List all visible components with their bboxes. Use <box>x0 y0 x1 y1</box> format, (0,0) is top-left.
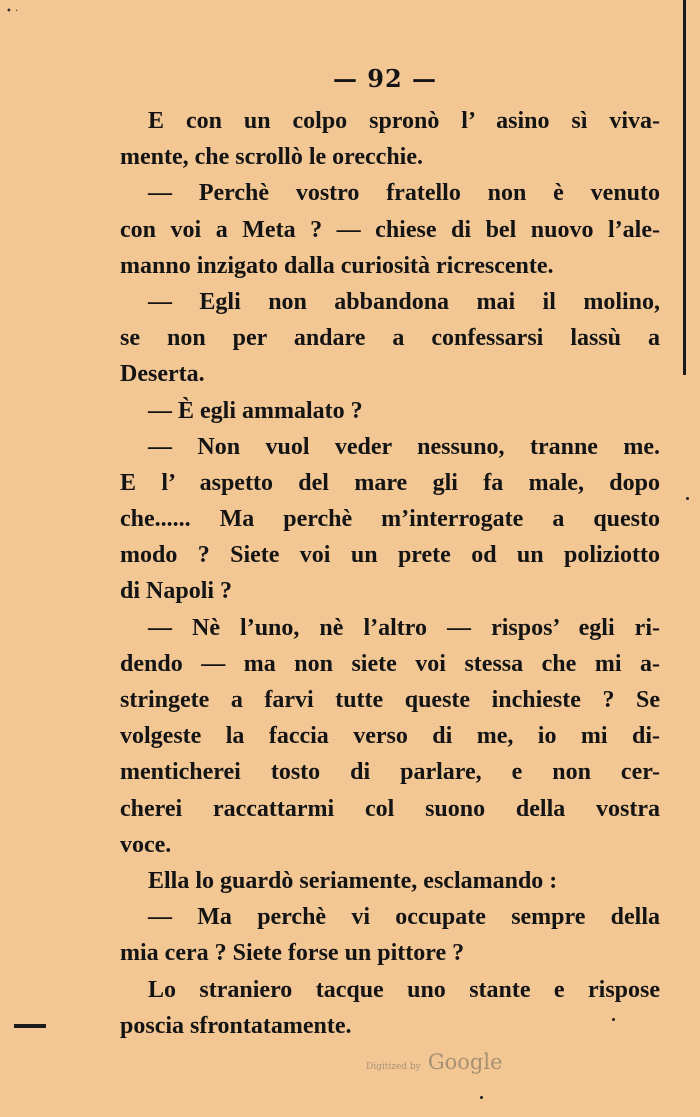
text-line: con voi a Meta ? — chiese di bel nuovo l’ale- <box>120 216 660 243</box>
text-line: mente, che scrollò le orecchie. <box>120 144 423 171</box>
speck <box>686 497 689 500</box>
corner-mark: • · <box>6 6 19 17</box>
text-line: mia cera ? Siete forse un pittore ? <box>120 940 465 967</box>
text-line: — Nè l’uno, nè l’altro — rispos’ egli ri- <box>148 614 660 641</box>
google-logo: Google <box>427 1050 503 1074</box>
text-line: E l’ aspetto del mare gli fa male, dopo <box>120 469 660 496</box>
text-line: Deserta. <box>120 361 205 388</box>
text-line: di Napoli ? <box>120 578 233 605</box>
text-line: se non per andare a confessarsi lassù a <box>120 325 660 352</box>
speck <box>612 1018 615 1021</box>
body-text <box>120 103 660 1044</box>
text-line: volgeste la faccia verso di me, io mi di- <box>120 723 660 750</box>
text-line: Lo straniero tacque uno stante e rispose <box>148 976 660 1003</box>
text-line: modo ? Siete voi un prete od un poliziotto <box>120 542 660 569</box>
text-line: — Ma perchè vi occupate sempre della <box>148 904 660 931</box>
text-line: stringete a farvi tutte queste inchieste ? Se <box>120 687 660 713</box>
text-line: E con un colpo spronò l’ asino sì viva- <box>148 108 660 134</box>
margin-dash <box>14 1024 46 1028</box>
text-line: — Perchè vostro fratello non è venuto <box>148 180 660 207</box>
page-number: — 92 — <box>332 64 438 93</box>
text-line: — Non vuol veder nessuno, tranne me. <box>148 433 660 460</box>
page-edge-line <box>683 0 686 375</box>
text-line: che...... Ma perchè m’interrogate a questo <box>120 506 660 533</box>
text-line: Ella lo guardò seriamente, esclamando : <box>148 867 558 894</box>
text-line: poscia sfrontatamente. <box>120 1012 352 1039</box>
text-line: — Egli non abbandona mai il molino, <box>148 288 660 315</box>
text-line: manno inzigato dalla curiosità ricrescente. <box>120 252 554 279</box>
text-line: menticherei tosto di parlare, e non cer- <box>120 759 660 786</box>
text-line: voce. <box>120 831 172 858</box>
text-line: cherei raccattarmi col suono della vostra <box>120 795 660 822</box>
digitized-watermark <box>366 1050 503 1074</box>
text-line: — È egli ammalato ? <box>148 397 363 424</box>
watermark-prefix: Digitized by <box>366 1062 421 1072</box>
text-line: dendo — ma non siete voi stessa che mi a- <box>120 650 660 677</box>
speck <box>480 1096 483 1099</box>
